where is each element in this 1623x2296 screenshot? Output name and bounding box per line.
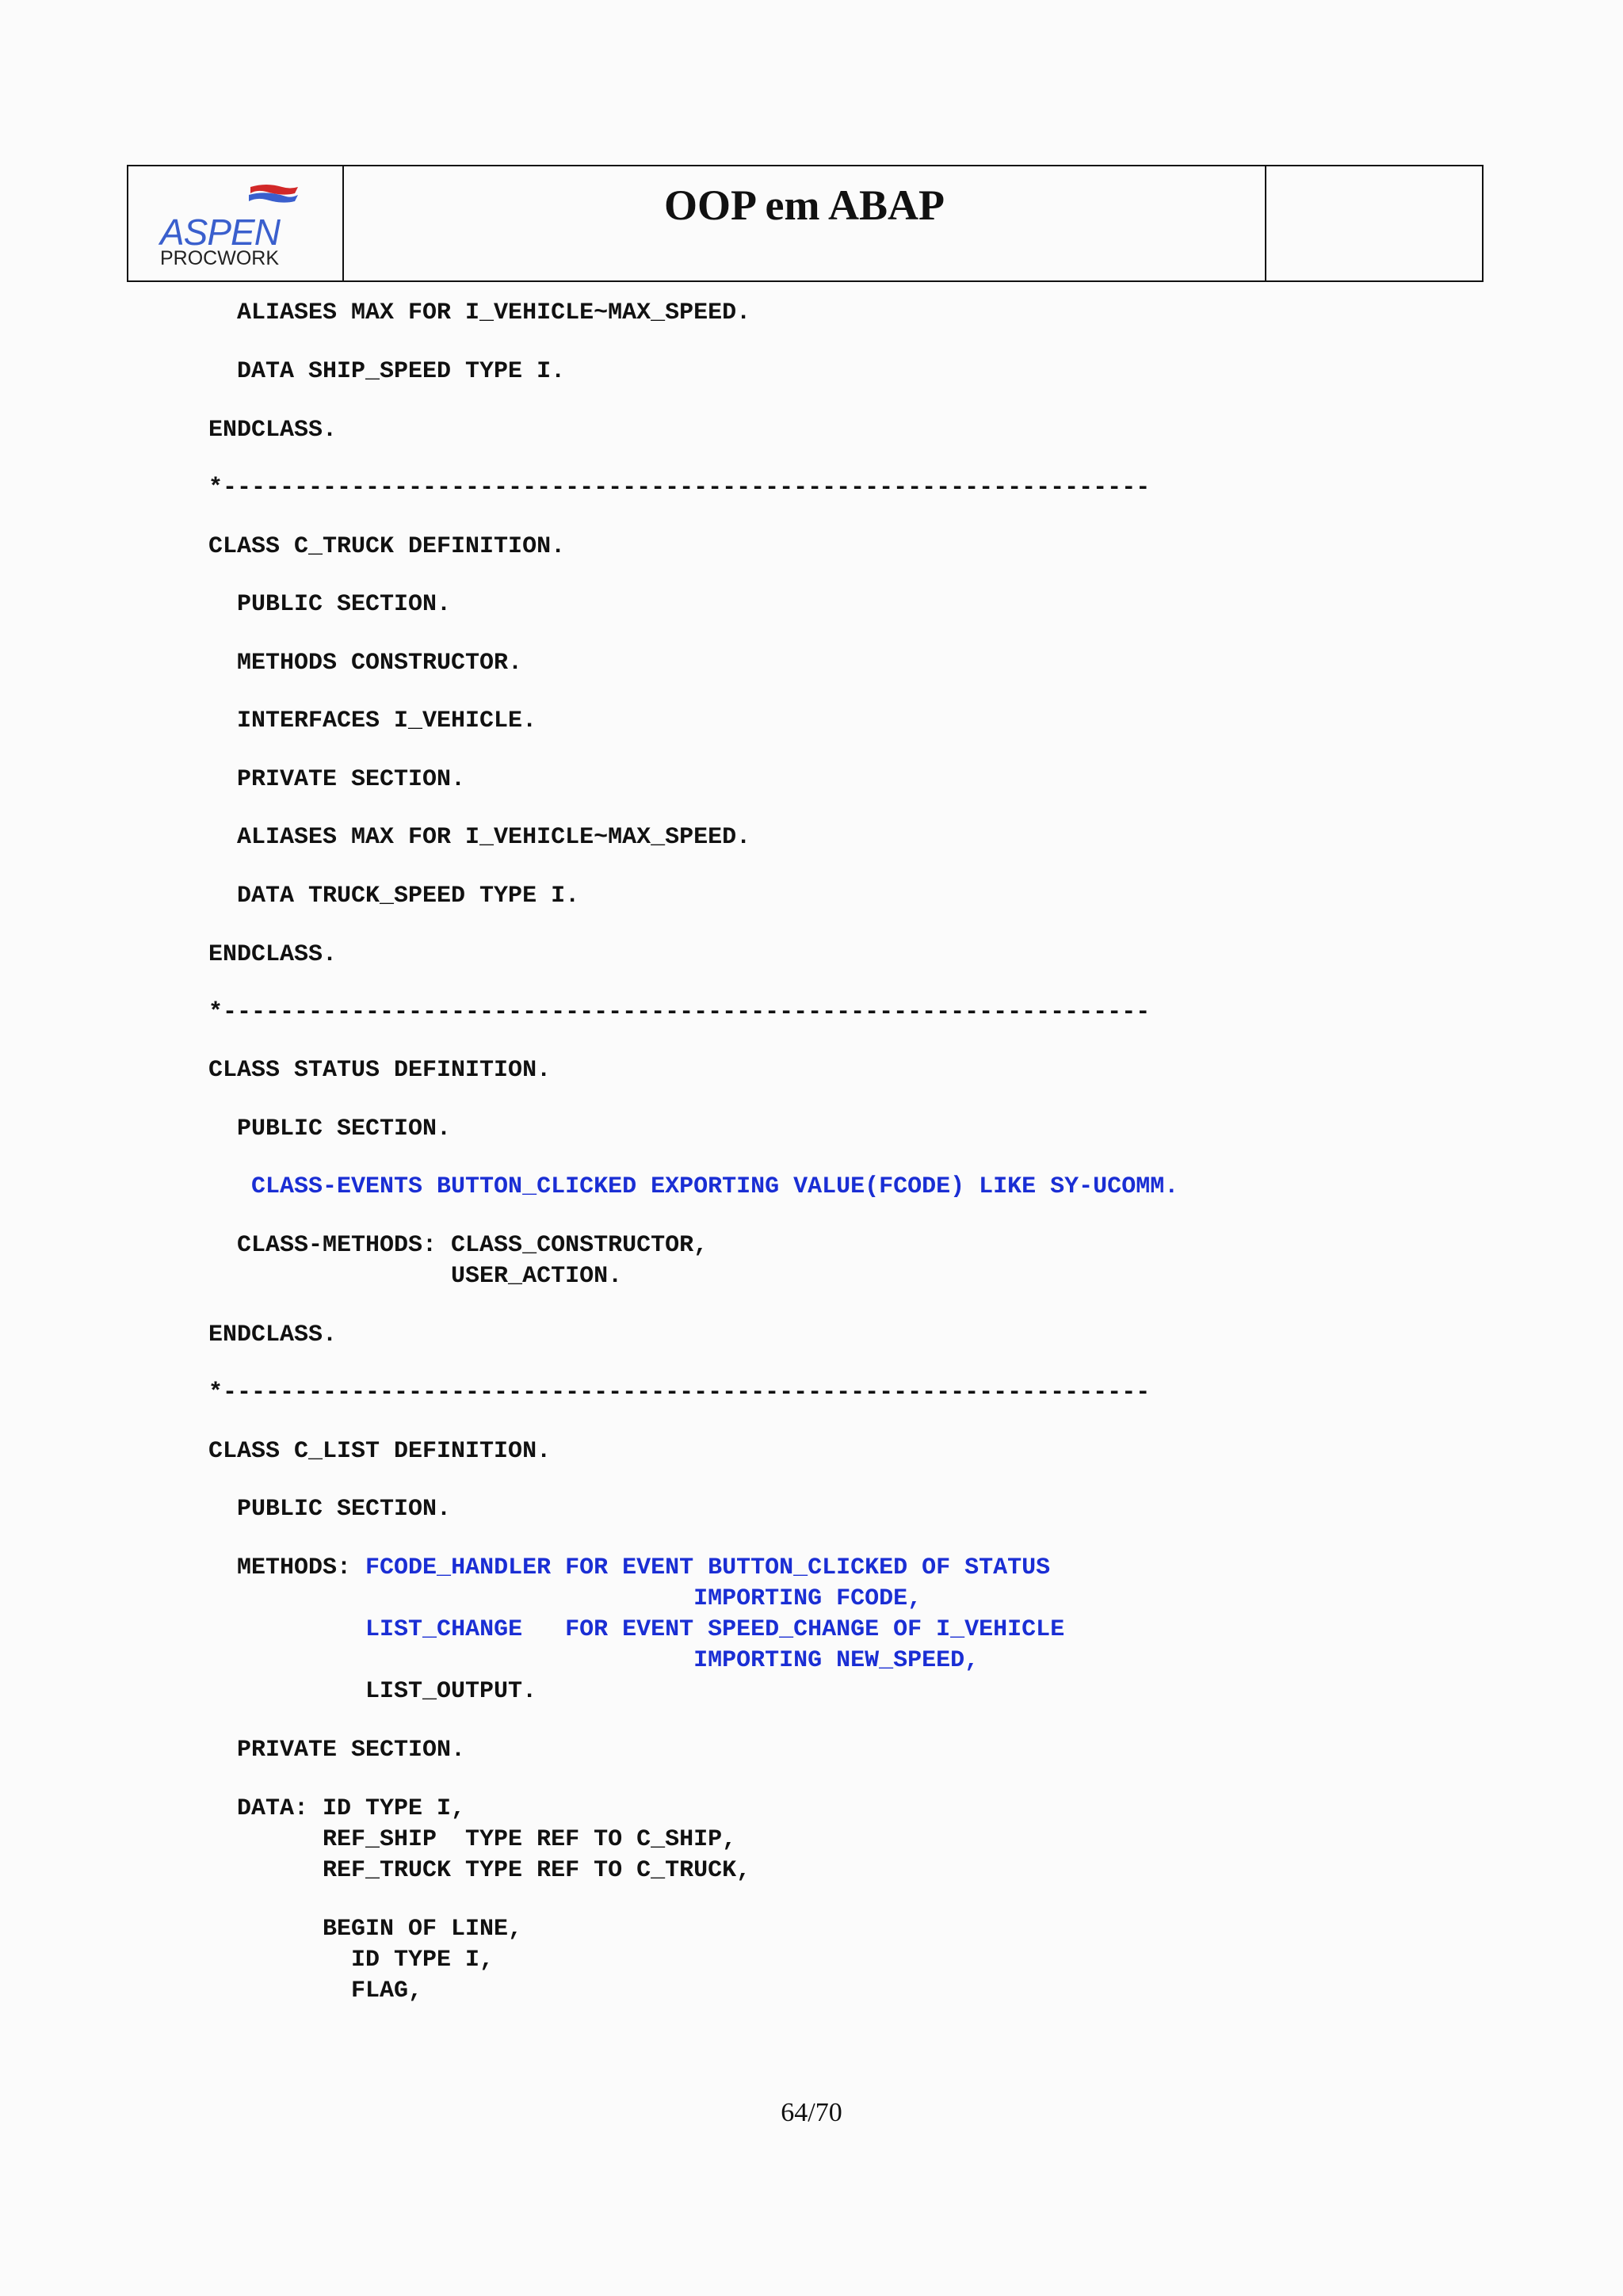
logo-aspen-text: ASPEN (160, 212, 280, 253)
code-line-highlight: CLASS-EVENTS BUTTON_CLICKED EXPORTING VALUE(FCODE) LIKE SY-UCOMM. (208, 1173, 1179, 1200)
code-line: CLASS-METHODS: CLASS_CONSTRUCTOR, (208, 1232, 708, 1259)
code-line: LIST_OUTPUT. (208, 1678, 537, 1705)
code-token-highlight: FCODE_HANDLER FOR EVENT BUTTON_CLICKED OF STATUS (365, 1554, 1051, 1581)
code-token-highlight: LIST_CHANGE FOR EVENT SPEED_CHANGE OF I_VEHICLE (365, 1616, 1065, 1643)
code-line: ID TYPE I, (208, 1947, 495, 1974)
code-line: BEGIN OF LINE, (208, 1916, 523, 1943)
code-line: ALIASES MAX FOR I_VEHICLE~MAX_SPEED. (208, 824, 751, 851)
code-line-highlight: IMPORTING FCODE, (208, 1585, 922, 1612)
code-line: INTERFACES I_VEHICLE. (208, 707, 537, 734)
code-separator: *----------------------------------------------------------------- (208, 475, 1151, 502)
code-token: METHODS: (208, 1554, 366, 1581)
document-header (127, 165, 1484, 282)
document-title: OOP em ABAP (344, 166, 1266, 280)
logo-procwork-text: PROCWORK (160, 247, 279, 269)
code-line: METHODS CONSTRUCTOR. (208, 650, 523, 677)
code-line: FLAG, (208, 1978, 423, 2004)
code-line: ENDCLASS. (208, 1322, 338, 1348)
code-line: DATA SHIP_SPEED TYPE I. (208, 358, 566, 385)
aspen-flag-icon (155, 182, 314, 214)
code-line: DATA: ID TYPE I, (208, 1795, 466, 1822)
code-line-highlight: IMPORTING NEW_SPEED, (208, 1647, 980, 1674)
code-line: ALIASES MAX FOR I_VEHICLE~MAX_SPEED. (208, 299, 751, 326)
code-line: PUBLIC SECTION. (208, 1496, 452, 1523)
code-line: CLASS STATUS DEFINITION. (208, 1057, 552, 1084)
code-separator: *----------------------------------------------------------------- (208, 1379, 1151, 1406)
logo-cell (128, 166, 344, 280)
header-empty-cell (1266, 166, 1482, 280)
code-line: REF_SHIP TYPE REF TO C_SHIP, (208, 1826, 737, 1853)
code-line: ENDCLASS. (208, 417, 338, 444)
code-line: PRIVATE SECTION. (208, 766, 466, 793)
code-token (208, 1616, 365, 1643)
code-line: PUBLIC SECTION. (208, 1116, 452, 1142)
code-line: CLASS C_TRUCK DEFINITION. (208, 533, 566, 560)
code-line: USER_ACTION. (208, 1263, 623, 1290)
page-number: 64/70 (781, 2098, 842, 2127)
methods-line (208, 1615, 1064, 1646)
code-line: ENDCLASS. (208, 941, 338, 968)
code-line: DATA TRUCK_SPEED TYPE I. (208, 883, 580, 910)
code-line: REF_TRUCK TYPE REF TO C_TRUCK, (208, 1857, 751, 1884)
code-line: CLASS C_LIST DEFINITION. (208, 1438, 552, 1465)
code-line: PUBLIC SECTION. (208, 591, 452, 618)
code-separator: *----------------------------------------------------------------- (208, 999, 1151, 1026)
methods-line (208, 1553, 1050, 1584)
code-line: PRIVATE SECTION. (208, 1737, 466, 1764)
